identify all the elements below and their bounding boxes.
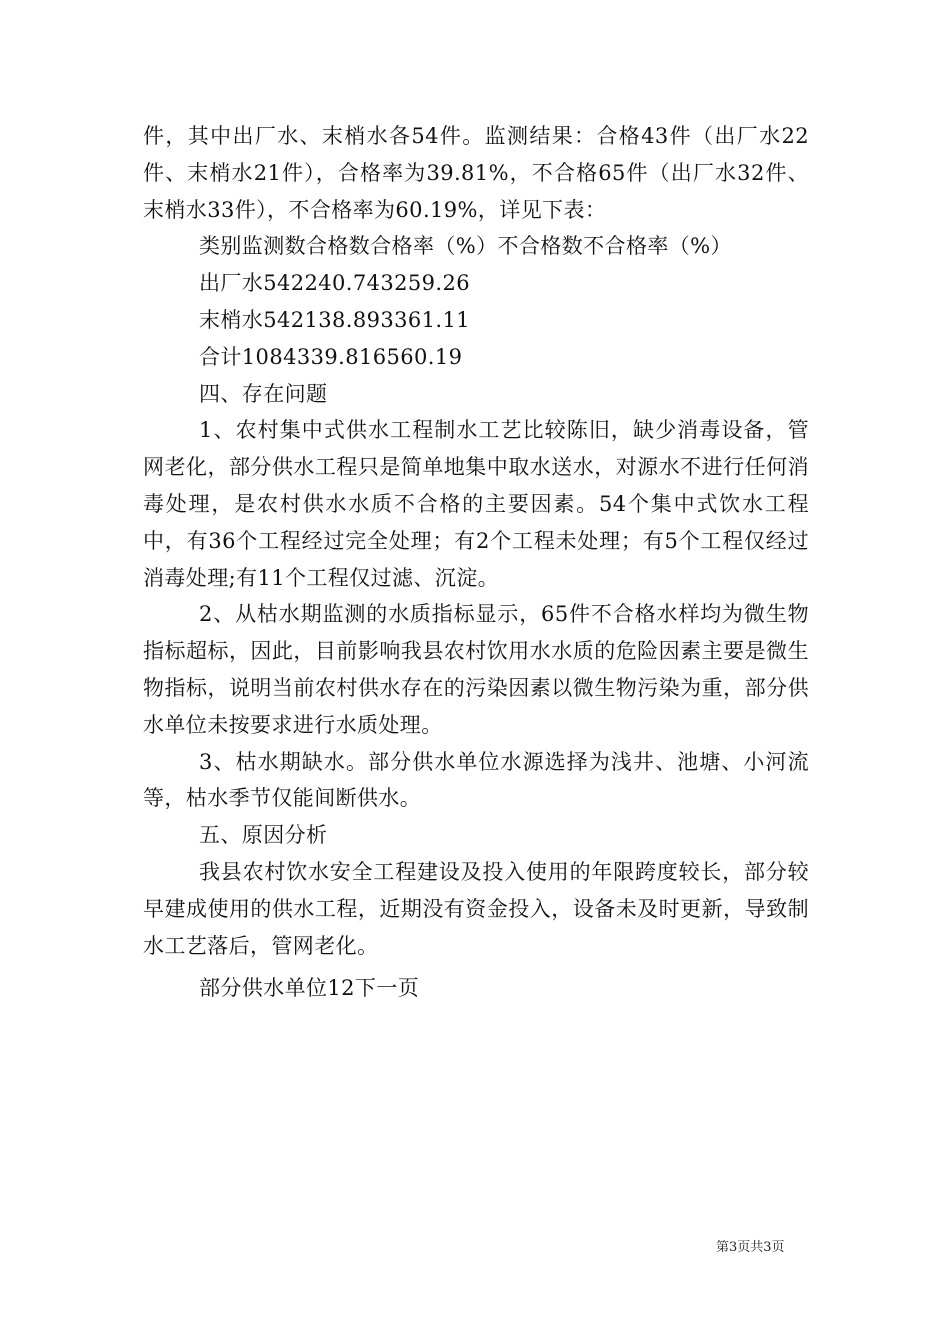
paragraph-problem-1: 1、农村集中式供水工程制水工艺比较陈旧，缺少消毒设备，管网老化，部分供水工程只是简单地集中取水送水，对源水不进行任何消毒处理，是农村供水水质不合格的主要因素。54个集中式饮水工程中，有36个工程经过完全处理；有2个工程未处理；有5个工程仅经过消毒处理;有11个工程仅过滤、沉淀。 <box>143 418 809 590</box>
table-header-line: 类别监测数合格数合格率（%）不合格数不合格率（%） <box>199 234 732 259</box>
paragraph-problem-2: 2、从枯水期监测的水质指标显示，65件不合格水样均为微生物指标超标，因此，目前影响我县农村饮用水水质的危险因素主要是微生物指标，说明当前农村供水存在的污染因素以微生物污染为重，部分供水单位未按要求进行水质处理。 <box>143 602 809 737</box>
table-row-outlet-water: 出厂水542240.743259.26 <box>199 271 471 296</box>
paragraph-problem-3: 3、枯水期缺水。部分供水单位水源选择为浅井、池塘、小河流等，枯水季节仅能间断供水。 <box>143 749 809 811</box>
paragraph-analysis: 我县农村饮水安全工程建设及投入使用的年限跨度较长，部分较早建成使用的供水工程，近期没有资金投入，设备未及时更新，导致制水工艺落后，管网老化。 <box>143 859 809 958</box>
document-body <box>143 118 809 1007</box>
section-heading-problems: 四、存在问题 <box>199 381 328 406</box>
next-page-link[interactable]: 部分供水单位12下一页 <box>199 976 420 1001</box>
paragraph-continued-results: 件，其中出厂水、末梢水各54件。监测结果：合格43件（出厂水22件、末梢水21件），合格率为39.81%，不合格65件（出厂水32件、末梢水33件），不合格率为60.19%，详见下表： <box>143 124 809 222</box>
section-heading-analysis: 五、原因分析 <box>199 823 328 848</box>
table-row-total: 合计1084339.816560.19 <box>199 344 463 369</box>
page-number-footer: 第3页共3页 <box>716 1240 785 1255</box>
table-row-tap-water: 末梢水542138.893361.11 <box>199 307 471 332</box>
